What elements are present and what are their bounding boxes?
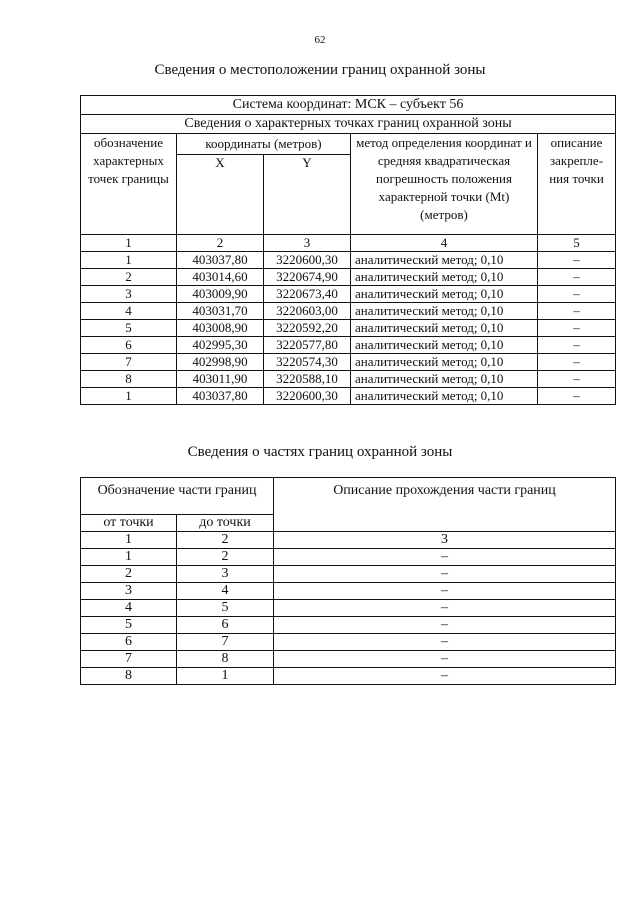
table-cell: 3220592,20 — [264, 320, 351, 337]
table-cell: 4 — [81, 303, 177, 320]
table-cell: – — [274, 600, 616, 617]
table-cell: аналитический метод; 0,10 — [351, 388, 538, 405]
table-cell: 4 — [177, 583, 274, 600]
table-cell: – — [538, 337, 616, 354]
table-cell: 403009,90 — [177, 286, 264, 303]
table-cell: – — [538, 388, 616, 405]
table-cell: аналитический метод; 0,10 — [351, 354, 538, 371]
table-cell: 3220603,00 — [264, 303, 351, 320]
table-cell: 7 — [81, 354, 177, 371]
table-cell: – — [274, 549, 616, 566]
table-cell: 4 — [81, 600, 177, 617]
table-cell: – — [274, 617, 616, 634]
table-cell: – — [538, 371, 616, 388]
table-cell: аналитический метод; 0,10 — [351, 337, 538, 354]
table-cell: 5 — [81, 320, 177, 337]
table-cell: 403031,70 — [177, 303, 264, 320]
table-row — [81, 634, 616, 651]
table-cell: 7 — [177, 634, 274, 651]
table-cell: 2 — [177, 549, 274, 566]
table-row — [81, 388, 616, 405]
table-row — [81, 600, 616, 617]
col-number: 2 — [177, 235, 264, 252]
header-y: Y — [264, 155, 351, 235]
table-cell: 6 — [81, 337, 177, 354]
table-cell: – — [538, 303, 616, 320]
table-row — [81, 286, 616, 303]
table-row — [81, 583, 616, 600]
table-cell: 3 — [177, 566, 274, 583]
table-cell: аналитический метод; 0,10 — [351, 252, 538, 269]
header-x: X — [177, 155, 264, 235]
table-row — [81, 354, 616, 371]
col-number: 4 — [351, 235, 538, 252]
table-cell: 3220574,30 — [264, 354, 351, 371]
table-cell: – — [538, 269, 616, 286]
header-to: до точки — [177, 515, 274, 532]
table-cell: 402998,90 — [177, 354, 264, 371]
table-cell: – — [274, 566, 616, 583]
table-cell: 3 — [81, 286, 177, 303]
table-cell: 8 — [81, 371, 177, 388]
table-cell: 403011,90 — [177, 371, 264, 388]
table-row — [81, 617, 616, 634]
table-cell: 1 — [81, 549, 177, 566]
col-number: 3 — [274, 532, 616, 549]
table-cell: аналитический метод; 0,10 — [351, 303, 538, 320]
table-cell: 5 — [81, 617, 177, 634]
table-cell: – — [538, 286, 616, 303]
section2-title: Сведения о частях границ охранной зоны — [187, 444, 453, 460]
header-part-desc: Описание прохождения части границ — [274, 478, 616, 532]
col-number: 5 — [538, 235, 616, 252]
table-cell: 403014,60 — [177, 269, 264, 286]
table-cell: 3220673,40 — [264, 286, 351, 303]
table-cell: – — [538, 252, 616, 269]
table-cell: 1 — [81, 252, 177, 269]
table-row — [81, 252, 616, 269]
table-cell: 403037,80 — [177, 252, 264, 269]
points-table — [80, 95, 616, 405]
section1-title: Сведения о местоположении границ охранной зоны — [154, 62, 486, 78]
table-cell: 3220577,80 — [264, 337, 351, 354]
table-cell: 2 — [81, 566, 177, 583]
header-part: Обозначение части границ — [81, 478, 274, 515]
table-cell: 403008,90 — [177, 320, 264, 337]
header-coords: координаты (метров) — [177, 134, 351, 155]
col-number: 1 — [81, 235, 177, 252]
table-cell: – — [538, 354, 616, 371]
table-cell: – — [274, 668, 616, 685]
table-cell: 403037,80 — [177, 388, 264, 405]
table-cell: 3220600,30 — [264, 388, 351, 405]
table-cell: 5 — [177, 600, 274, 617]
table-cell: – — [274, 651, 616, 668]
parts-table — [80, 477, 616, 685]
table-cell: – — [538, 320, 616, 337]
table-cell: аналитический метод; 0,10 — [351, 320, 538, 337]
table-cell: аналитический метод; 0,10 — [351, 269, 538, 286]
table-row — [81, 566, 616, 583]
table-row — [81, 269, 616, 286]
table-row — [81, 668, 616, 685]
table-cell: 402995,30 — [177, 337, 264, 354]
table-cell: – — [274, 583, 616, 600]
table-cell: 6 — [81, 634, 177, 651]
table-cell: 8 — [81, 668, 177, 685]
table-cell: 1 — [81, 388, 177, 405]
table-row — [81, 320, 616, 337]
table-row — [81, 303, 616, 320]
table-row — [81, 371, 616, 388]
header-method: метод определения координат и средняя квадратическая погрешность положения характерной точки (Mt) (метров) — [351, 134, 538, 235]
table-cell: 6 — [177, 617, 274, 634]
header-from: от точки — [81, 515, 177, 532]
table-cell: 3 — [81, 583, 177, 600]
table-cell: 3220674,90 — [264, 269, 351, 286]
table-cell: 7 — [81, 651, 177, 668]
table-cell: аналитический метод; 0,10 — [351, 286, 538, 303]
table-cell: аналитический метод; 0,10 — [351, 371, 538, 388]
col-number: 3 — [264, 235, 351, 252]
col-number: 1 — [81, 532, 177, 549]
table-cell: 8 — [177, 651, 274, 668]
table-cell: 2 — [81, 269, 177, 286]
table-row — [81, 549, 616, 566]
table-cell: 3220600,30 — [264, 252, 351, 269]
header-point: обозначение характерных точек границы — [81, 134, 177, 235]
header-desc: описание закрепле-ния точки — [538, 134, 616, 235]
table-cell: 3220588,10 — [264, 371, 351, 388]
table-cell: – — [274, 634, 616, 651]
table-row — [81, 337, 616, 354]
col-number: 2 — [177, 532, 274, 549]
page-number: 62 — [314, 34, 326, 46]
table-cell: 1 — [177, 668, 274, 685]
points-subtitle: Сведения о характерных точках границ охранной зоны — [81, 115, 616, 134]
coord-system: Система координат: МСК – субъект 56 — [81, 96, 616, 115]
table-row — [81, 651, 616, 668]
